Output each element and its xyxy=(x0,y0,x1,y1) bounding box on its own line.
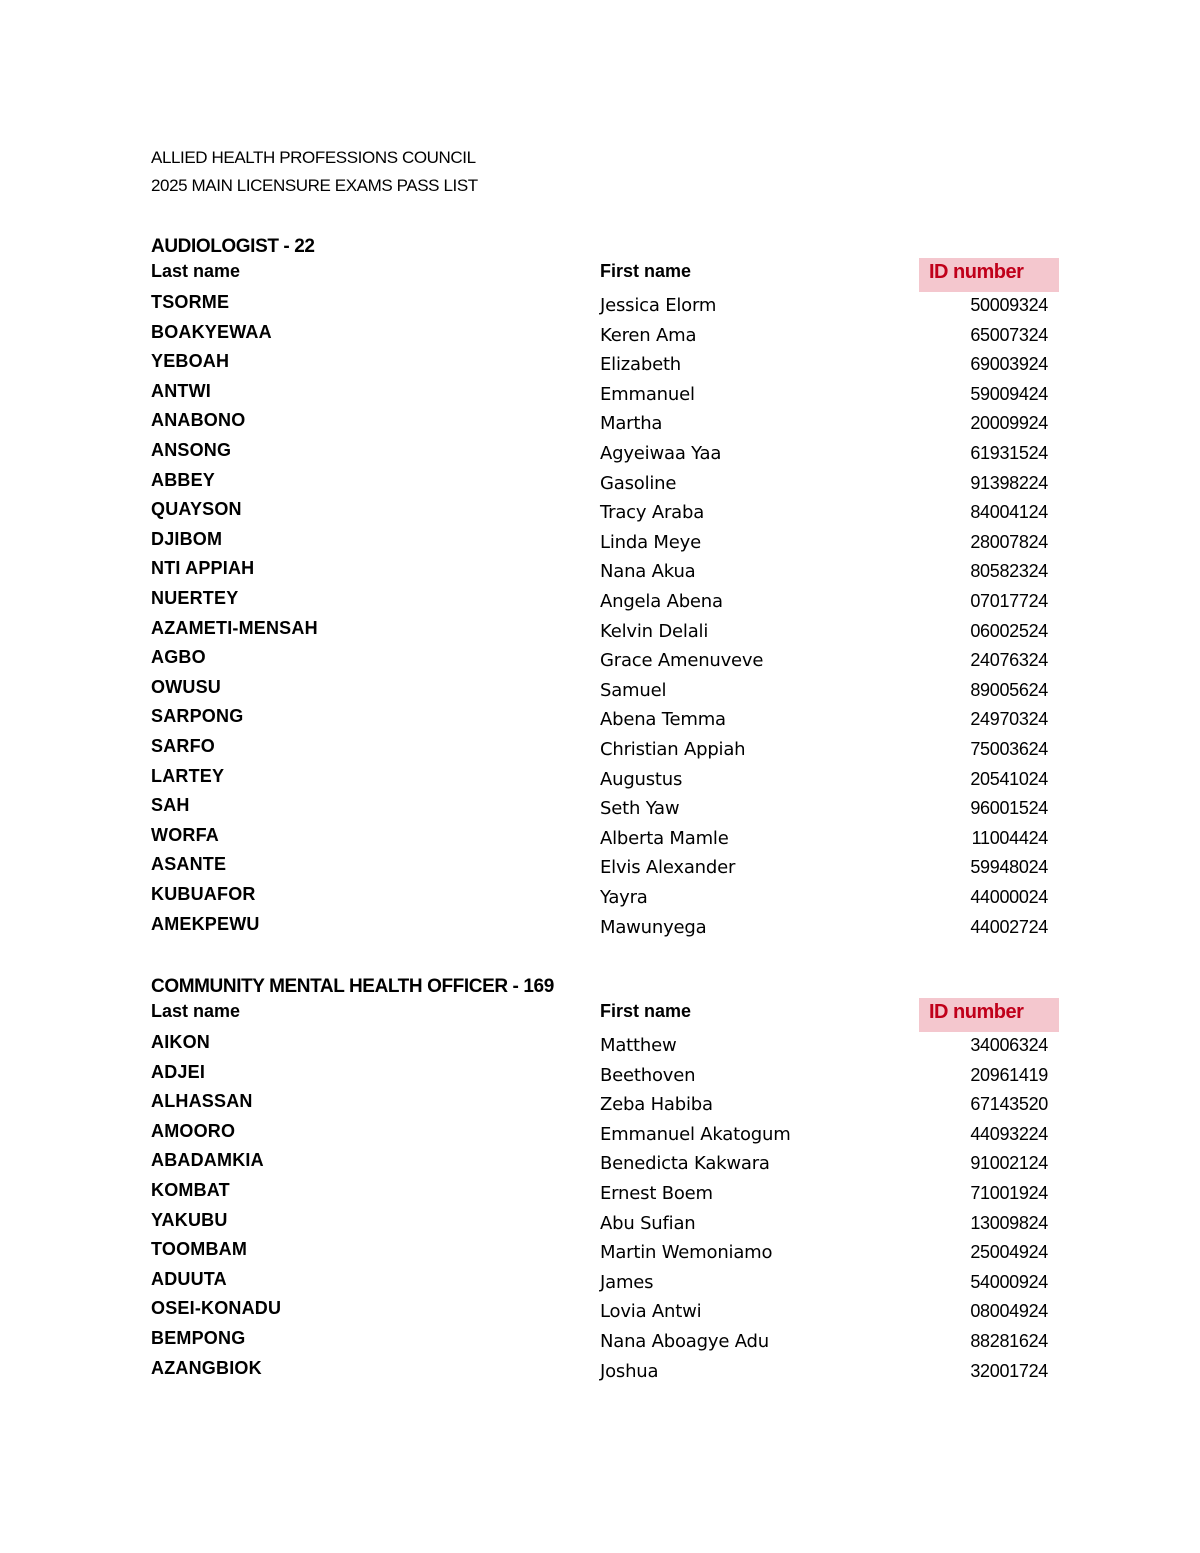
last-name-cell: QUAYSON xyxy=(151,499,242,520)
column-header-id-number: ID number xyxy=(919,998,1059,1032)
first-name-cell: Martin Wemoniamo xyxy=(600,1242,773,1264)
table-row xyxy=(0,854,1200,883)
first-name-cell: Joshua xyxy=(600,1360,659,1382)
table-row xyxy=(0,292,1200,321)
table-row xyxy=(0,410,1200,439)
id-number-cell: 91002124 xyxy=(970,1153,1048,1174)
id-number-cell: 44000024 xyxy=(970,887,1048,907)
last-name-cell: ADJEI xyxy=(151,1061,206,1082)
column-header-first-name: First name xyxy=(600,1001,692,1021)
id-number-cell: 75003624 xyxy=(970,739,1048,759)
first-name-cell: Benedicta Kakwara xyxy=(600,1153,770,1175)
table-row xyxy=(0,1298,1200,1327)
id-number-cell: 88281624 xyxy=(970,1331,1048,1351)
table-row xyxy=(0,1239,1200,1268)
id-number-cell: 89005624 xyxy=(970,679,1048,700)
table-row xyxy=(0,1328,1200,1357)
table-row xyxy=(0,1150,1200,1179)
first-name-cell: Zeba Habiba xyxy=(600,1094,713,1116)
council-title: ALLIED HEALTH PROFESSIONS COUNCIL xyxy=(151,148,476,167)
id-number-cell: 13009824 xyxy=(970,1212,1048,1233)
table-row xyxy=(0,766,1200,795)
first-name-cell: Mawunyega xyxy=(600,916,707,938)
pass-list-title: 2025 MAIN LICENSURE EXAMS PASS LIST xyxy=(151,176,478,195)
last-name-cell: AIKON xyxy=(151,1032,210,1052)
first-name-cell: Augustus xyxy=(600,768,683,790)
last-name-cell: TSORME xyxy=(151,292,230,312)
table-row xyxy=(0,1180,1200,1209)
last-name-cell: AGBO xyxy=(151,647,206,668)
id-number-cell: 59948024 xyxy=(970,857,1048,878)
first-name-cell: Abu Sufian xyxy=(600,1212,696,1234)
last-name-cell: SAH xyxy=(151,795,190,816)
table-row xyxy=(0,795,1200,824)
id-number-cell: 34006324 xyxy=(970,1035,1048,1055)
last-name-cell: ANABONO xyxy=(151,410,246,431)
section-title: AUDIOLOGIST - 22 xyxy=(151,236,315,257)
table-row xyxy=(0,1210,1200,1239)
id-number-cell: 20961419 xyxy=(970,1064,1048,1085)
last-name-cell: NTI APPIAH xyxy=(151,558,255,579)
last-name-cell: AZAMETI-MENSAH xyxy=(151,617,318,638)
first-name-cell: Lovia Antwi xyxy=(600,1301,702,1323)
first-name-cell: Yayra xyxy=(600,887,648,908)
last-name-cell: ABADAMKIA xyxy=(151,1150,264,1171)
last-name-cell: AZANGBIOK xyxy=(151,1357,262,1378)
last-name-cell: AMEKPEWU xyxy=(151,913,260,934)
first-name-cell: Agyeiwaa Yaa xyxy=(600,443,722,464)
table-row xyxy=(0,1091,1200,1120)
table-row xyxy=(0,736,1200,765)
table-row xyxy=(0,677,1200,706)
table-row xyxy=(0,440,1200,469)
last-name-cell: SARPONG xyxy=(151,706,244,727)
id-number-cell: 25004924 xyxy=(970,1242,1048,1263)
table-row xyxy=(0,381,1200,410)
last-name-cell: BEMPONG xyxy=(151,1328,246,1348)
last-name-cell: OWUSU xyxy=(151,676,221,697)
last-name-cell: ASANTE xyxy=(151,854,227,875)
last-name-cell: AMOORO xyxy=(151,1120,236,1141)
table-row xyxy=(0,529,1200,558)
id-number-cell: 08004924 xyxy=(970,1301,1048,1322)
table-row xyxy=(0,706,1200,735)
first-name-cell: Ernest Boem xyxy=(600,1183,713,1204)
id-number-cell: 54000924 xyxy=(970,1271,1048,1292)
id-number-cell: 44093224 xyxy=(970,1123,1048,1144)
id-number-cell: 11004424 xyxy=(971,827,1048,848)
last-name-cell: KUBUAFOR xyxy=(151,884,256,904)
first-name-cell: Beethoven xyxy=(600,1064,696,1086)
id-number-cell: 28007824 xyxy=(970,531,1048,552)
last-name-cell: LARTEY xyxy=(151,765,225,786)
first-name-cell: Tracy Araba xyxy=(600,502,705,524)
first-name-cell: James xyxy=(600,1271,654,1293)
last-name-cell: YAKUBU xyxy=(151,1209,228,1230)
section-title: COMMUNITY MENTAL HEALTH OFFICER - 169 xyxy=(151,976,554,997)
table-row xyxy=(0,1032,1200,1061)
table-row xyxy=(0,351,1200,380)
first-name-cell: Emmanuel xyxy=(600,383,695,405)
first-name-cell: Nana Akua xyxy=(600,561,696,583)
last-name-cell: ANSONG xyxy=(151,440,232,460)
table-row xyxy=(0,588,1200,617)
table-row xyxy=(0,558,1200,587)
id-number-cell: 06002524 xyxy=(970,620,1048,641)
table-row xyxy=(0,322,1200,351)
first-name-cell: Grace Amenuveve xyxy=(600,650,764,672)
table-row xyxy=(0,470,1200,499)
id-number-cell: 61931524 xyxy=(970,443,1048,463)
first-name-cell: Nana Aboagye Adu xyxy=(600,1331,769,1352)
table-row xyxy=(0,1358,1200,1387)
table-row xyxy=(0,914,1200,943)
last-name-cell: WORFA xyxy=(151,824,219,845)
first-name-cell: Matthew xyxy=(600,1035,677,1056)
first-name-cell: Linda Meye xyxy=(600,531,701,553)
id-number-cell: 24970324 xyxy=(970,709,1048,730)
last-name-cell: KOMBAT xyxy=(151,1180,230,1200)
id-number-cell: 20009924 xyxy=(970,413,1048,434)
id-number-cell: 32001724 xyxy=(970,1360,1048,1381)
column-header-last-name: Last name xyxy=(151,1001,241,1021)
first-name-cell: Angela Abena xyxy=(600,591,723,612)
id-number-cell: 50009324 xyxy=(970,295,1048,315)
first-name-cell: Alberta Mamle xyxy=(600,827,729,849)
first-name-cell: Martha xyxy=(600,413,663,435)
first-name-cell: Christian Appiah xyxy=(600,739,746,760)
id-number-cell: 44002724 xyxy=(970,916,1048,937)
first-name-cell: Seth Yaw xyxy=(600,798,680,820)
id-number-cell: 59009424 xyxy=(970,383,1048,404)
first-name-cell: Elizabeth xyxy=(600,354,682,376)
id-number-cell: 84004124 xyxy=(970,502,1048,523)
first-name-cell: Keren Ama xyxy=(600,324,697,346)
column-header-first-name: First name xyxy=(600,261,692,281)
table-row xyxy=(0,1121,1200,1150)
id-number-cell: 67143520 xyxy=(970,1094,1048,1115)
last-name-cell: ALHASSAN xyxy=(151,1091,253,1112)
table-row xyxy=(0,499,1200,528)
first-name-cell: Gasoline xyxy=(600,472,677,494)
first-name-cell: Emmanuel Akatogum xyxy=(600,1123,791,1145)
id-number-cell: 96001524 xyxy=(970,798,1048,819)
last-name-cell: SARFO xyxy=(151,736,215,756)
first-name-cell: Elvis Alexander xyxy=(600,857,736,879)
column-header-id-number: ID number xyxy=(919,258,1059,292)
id-number-cell: 07017724 xyxy=(970,591,1048,611)
column-header-last-name: Last name xyxy=(151,261,241,281)
last-name-cell: ABBEY xyxy=(151,469,216,490)
id-number-cell: 65007324 xyxy=(970,324,1048,345)
last-name-cell: ADUUTA xyxy=(151,1268,227,1289)
table-row xyxy=(0,1269,1200,1298)
first-name-cell: Samuel xyxy=(600,679,667,701)
last-name-cell: OSEI-KONADU xyxy=(151,1298,282,1319)
table-row xyxy=(0,1062,1200,1091)
first-name-cell: Jessica Elorm xyxy=(600,295,717,316)
table-row xyxy=(0,647,1200,676)
first-name-cell: Kelvin Delali xyxy=(600,620,709,642)
last-name-cell: TOOMBAM xyxy=(151,1239,248,1260)
id-number-cell: 20541024 xyxy=(970,768,1048,789)
id-number-cell: 69003924 xyxy=(970,354,1048,375)
id-number-cell: 91398224 xyxy=(970,472,1048,493)
id-number-cell: 80582324 xyxy=(970,561,1048,582)
last-name-cell: NUERTEY xyxy=(151,588,239,608)
table-row xyxy=(0,825,1200,854)
last-name-cell: BOAKYEWAA xyxy=(151,321,272,342)
id-number-cell: 24076324 xyxy=(970,650,1048,671)
last-name-cell: YEBOAH xyxy=(151,351,230,372)
last-name-cell: DJIBOM xyxy=(151,528,223,549)
table-row xyxy=(0,884,1200,913)
last-name-cell: ANTWI xyxy=(151,380,211,401)
id-number-cell: 71001924 xyxy=(970,1183,1048,1203)
table-row xyxy=(0,618,1200,647)
first-name-cell: Abena Temma xyxy=(600,709,726,731)
